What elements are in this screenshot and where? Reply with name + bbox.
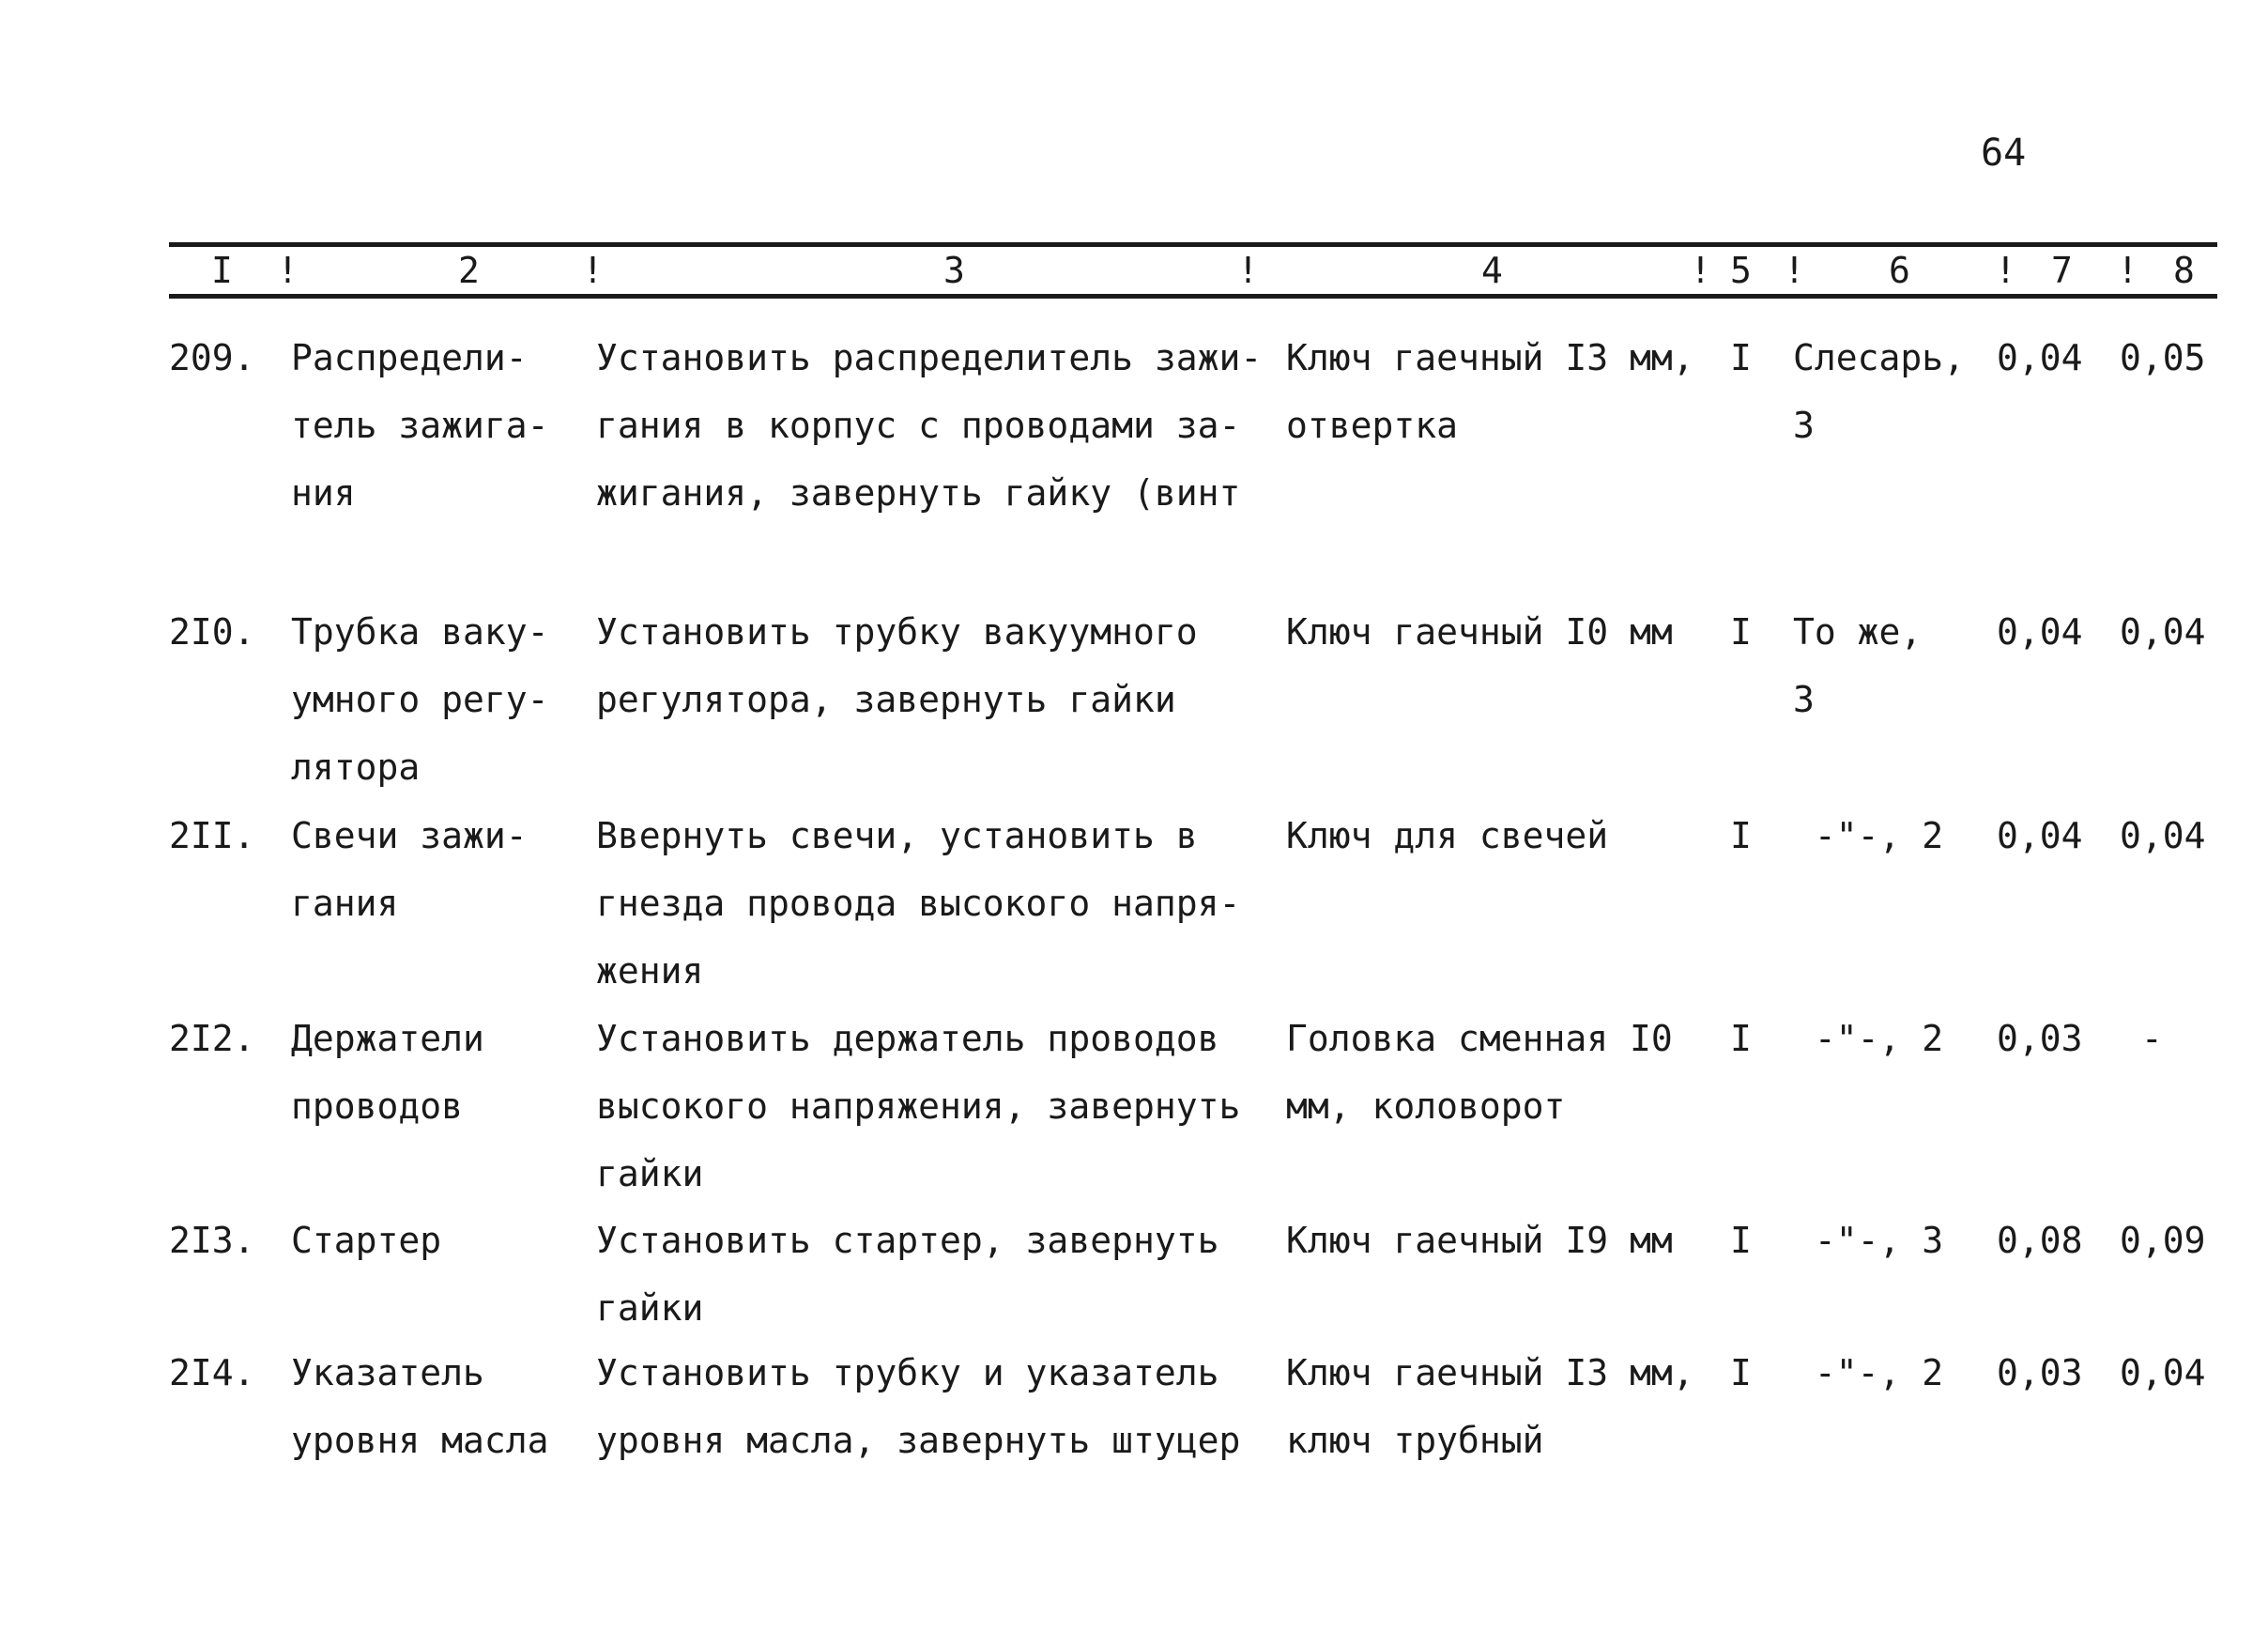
norm-7: 0,03 xyxy=(1997,1018,2083,1059)
header-col-6: 6 xyxy=(1889,250,1910,291)
tool-text: Ключ гаечный I3 мм, ключ трубный xyxy=(1286,1352,1694,1461)
operation-text: Установить трубку вакуумного регулятора, завернуть гайки xyxy=(596,611,1198,720)
norm-8: 0,04 xyxy=(2120,815,2206,856)
operation-text: Ввернуть свечи, установить в гнезда провода высокого напря- жения xyxy=(596,815,1241,992)
row-number: 2I3. xyxy=(169,1220,255,1261)
norm-8: 0,05 xyxy=(2120,337,2206,378)
table-top-rule xyxy=(169,242,2217,247)
part-name: Свечи зажи- гания xyxy=(291,815,528,924)
header-col-4: 4 xyxy=(1481,250,1503,291)
operation-text: Установить стартер, завернуть гайки xyxy=(596,1220,1219,1329)
table-bottom-rule xyxy=(169,294,2217,299)
row-number: 2II. xyxy=(169,815,255,856)
worker-grade: -"-, 2 xyxy=(1793,1018,1944,1059)
header-col-7: 7 xyxy=(2051,250,2073,291)
row-number: 209. xyxy=(169,337,255,378)
norm-7: 0,08 xyxy=(1997,1220,2083,1261)
quantity: I xyxy=(1730,815,1752,856)
tool-text: Ключ гаечный I0 мм xyxy=(1286,611,1673,653)
header-col-5: 5 xyxy=(1730,250,1752,291)
quantity: I xyxy=(1730,611,1752,653)
header-separator: ! xyxy=(1784,250,1805,291)
norm-8: 0,09 xyxy=(2120,1220,2206,1261)
header-separator: ! xyxy=(1237,250,1259,291)
norm-8: - xyxy=(2120,1018,2163,1059)
quantity: I xyxy=(1730,1220,1752,1261)
row-number: 2I4. xyxy=(169,1352,255,1393)
worker-grade: Слесарь, 3 xyxy=(1793,337,1966,446)
quantity: I xyxy=(1730,337,1752,378)
worker-grade: -"-, 2 xyxy=(1793,1352,1944,1393)
norm-7: 0,03 xyxy=(1997,1352,2083,1393)
header-separator: ! xyxy=(2117,250,2138,291)
quantity: I xyxy=(1730,1352,1752,1393)
worker-grade: -"-, 3 xyxy=(1793,1220,1944,1261)
tool-text: Ключ гаечный I9 мм xyxy=(1286,1220,1673,1261)
part-name: Распредели- тель зажига- ния xyxy=(291,337,549,514)
part-name: Трубка ваку- умного регу- лятора xyxy=(291,611,549,788)
header-col-8: 8 xyxy=(2173,250,2195,291)
header-separator: ! xyxy=(1690,250,1711,291)
row-number: 2I0. xyxy=(169,611,255,653)
tool-text: Ключ гаечный I3 мм, отвертка xyxy=(1286,337,1694,446)
norm-7: 0,04 xyxy=(1997,611,2083,653)
header-col-1: I xyxy=(211,250,233,291)
page-number: 64 xyxy=(1981,131,2027,175)
operation-text: Установить трубку и указатель уровня масла, завернуть штуцер xyxy=(596,1352,1241,1461)
worker-grade: То же, 3 xyxy=(1793,611,1923,720)
header-col-3: 3 xyxy=(943,250,965,291)
operation-text: Установить держатель проводов высокого напряжения, завернуть гайки xyxy=(596,1018,1241,1194)
header-col-2: 2 xyxy=(458,250,480,291)
norm-8: 0,04 xyxy=(2120,611,2206,653)
part-name: Стартер xyxy=(291,1220,442,1261)
tool-text: Ключ для свечей xyxy=(1286,815,1609,856)
part-name: Указатель уровня масла xyxy=(291,1352,549,1461)
norm-7: 0,04 xyxy=(1997,337,2083,378)
header-separator: ! xyxy=(1995,250,2016,291)
quantity: I xyxy=(1730,1018,1752,1059)
part-name: Держатели проводов xyxy=(291,1018,484,1127)
operation-text: Установить распределитель зажи- гания в корпус с проводами за- жигания, завернуть гайку (винт xyxy=(596,337,1263,514)
tool-text: Головка сменная I0 мм, коловорот xyxy=(1286,1018,1673,1127)
header-separator: ! xyxy=(277,250,299,291)
row-number: 2I2. xyxy=(169,1018,255,1059)
header-separator: ! xyxy=(582,250,604,291)
worker-grade: -"-, 2 xyxy=(1793,815,1944,856)
norm-7: 0,04 xyxy=(1997,815,2083,856)
norm-8: 0,04 xyxy=(2120,1352,2206,1393)
